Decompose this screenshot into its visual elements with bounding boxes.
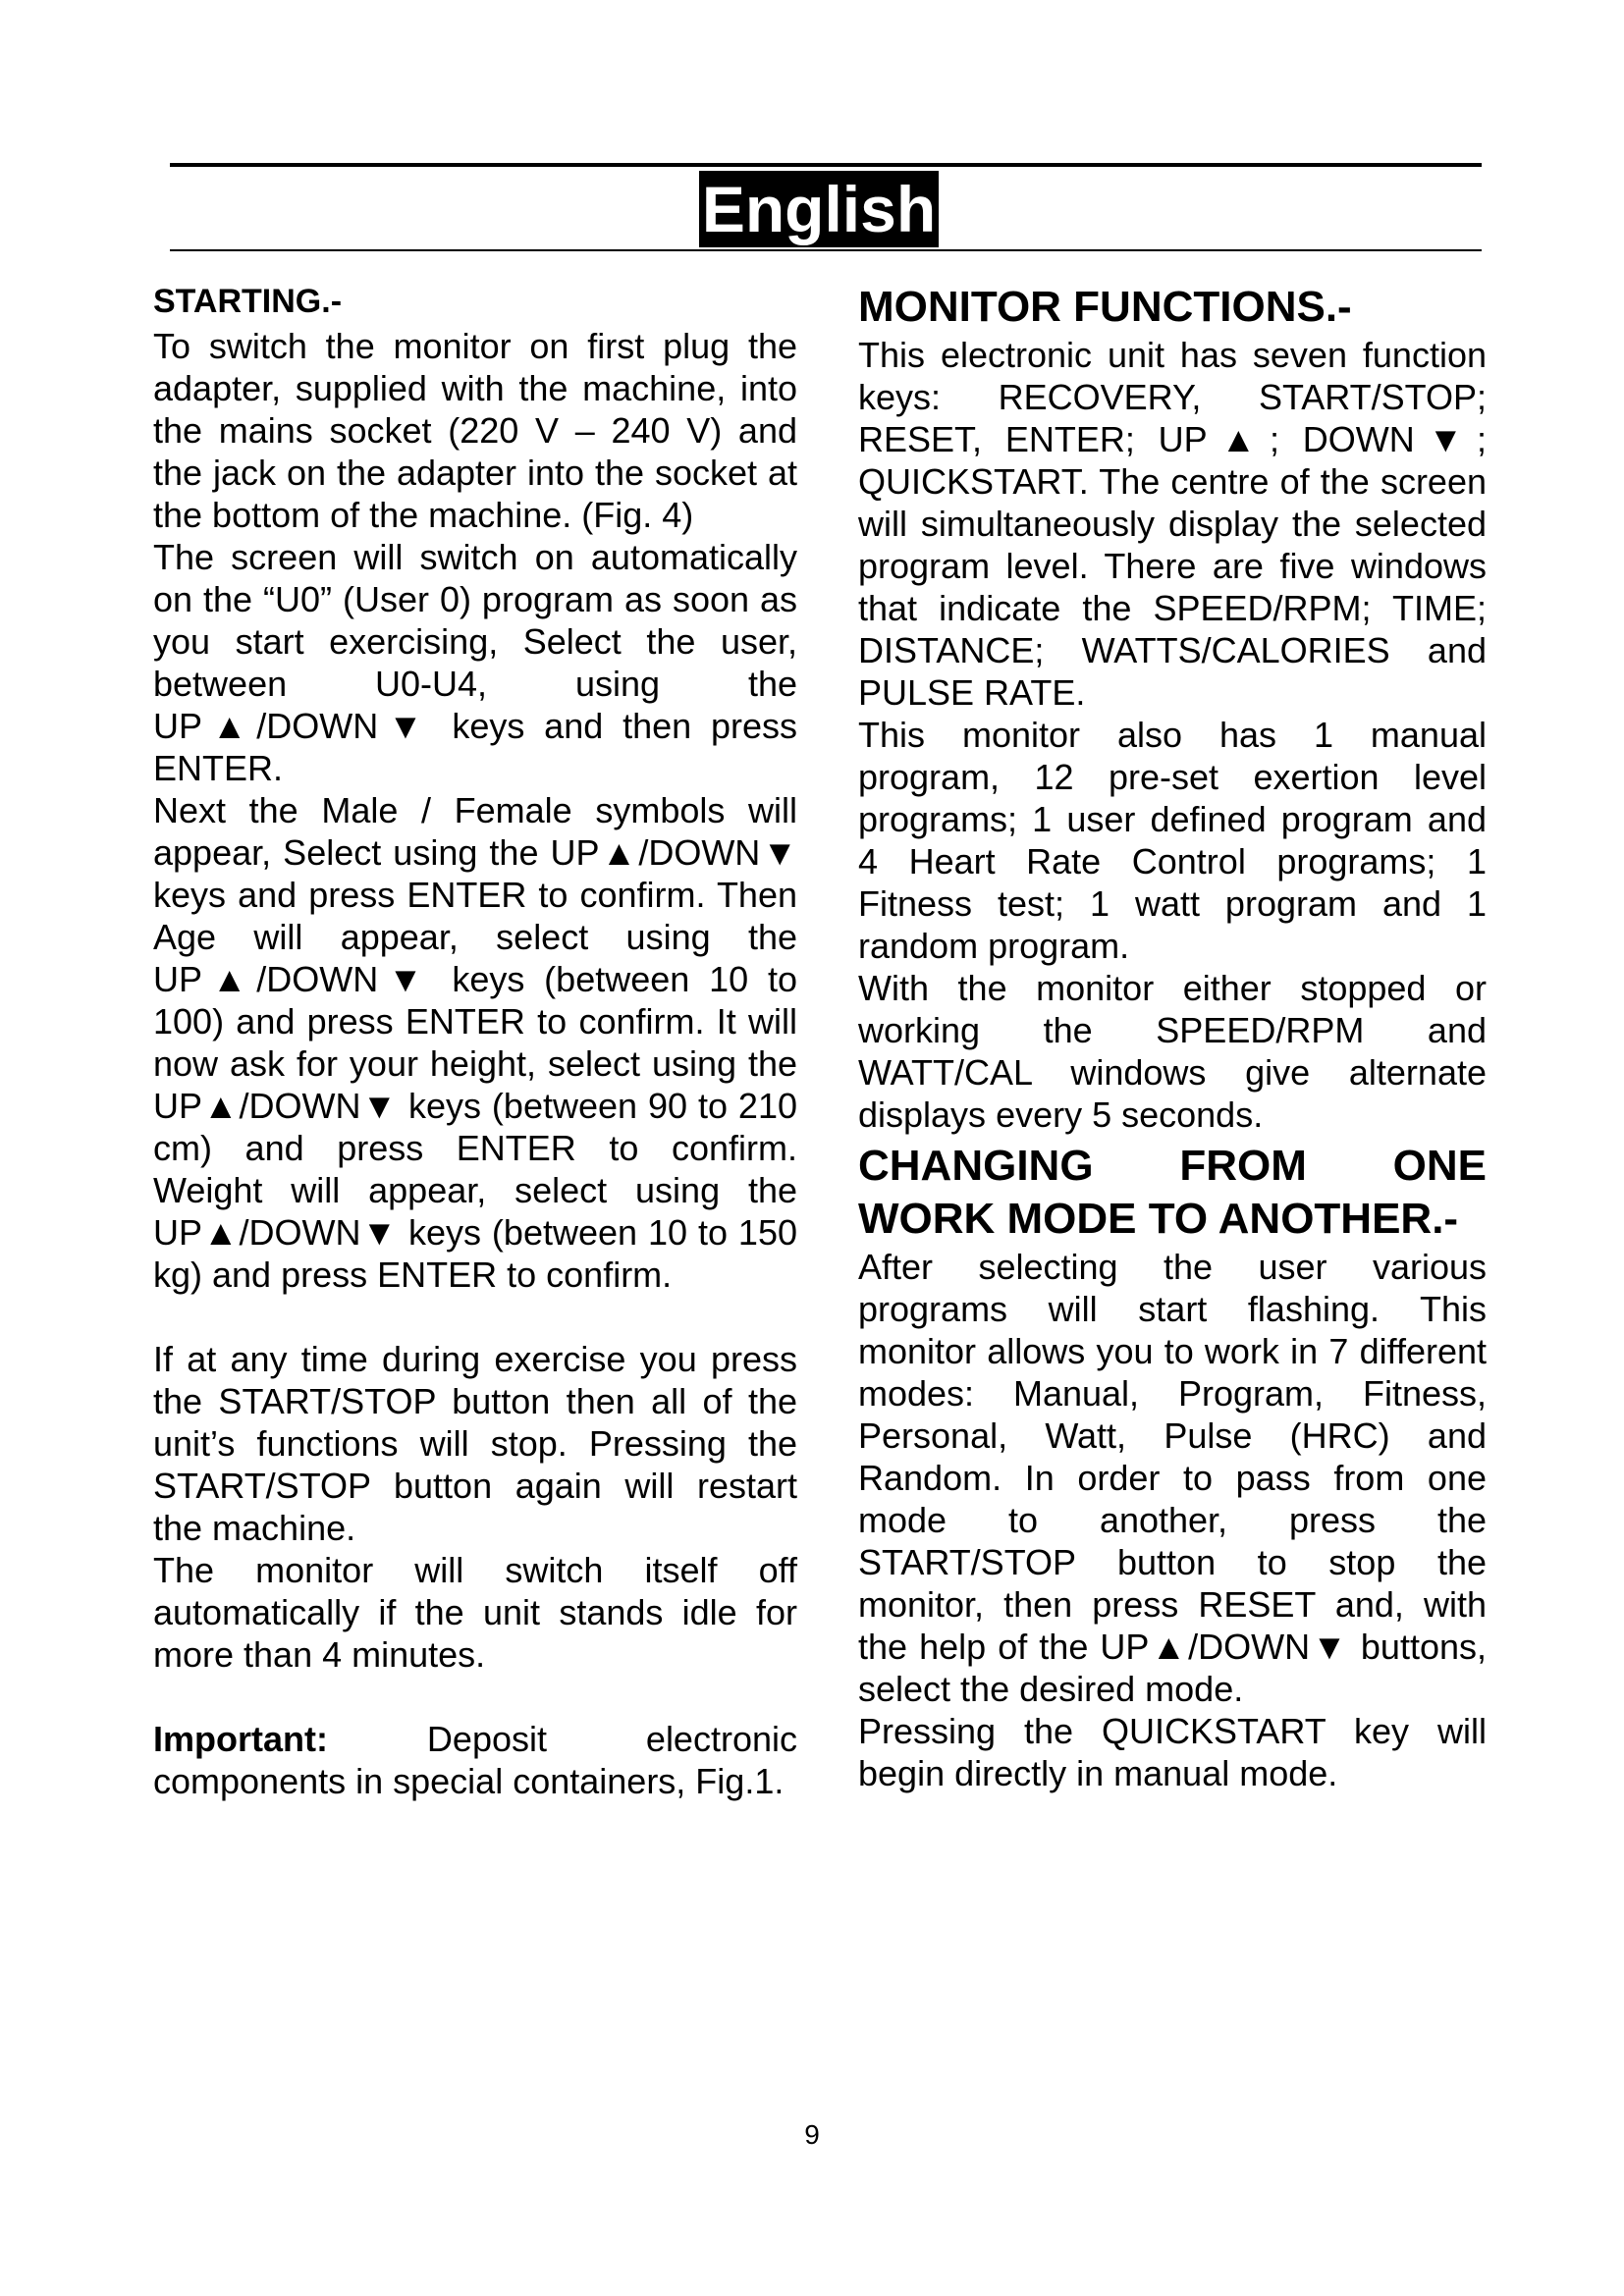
changing-paragraph-2: Pressing the QUICKSTART key will begin directly in manual mode.: [858, 1711, 1487, 1793]
changing-heading-line-2: WORK MODE TO ANOTHER.-: [858, 1195, 1459, 1243]
header-top-rule: [170, 163, 1482, 167]
starting-paragraph-2: The screen will switch on automatically on the “U0” (User 0) program as soon as you start exercising, Select the user, between U0-U4, using the UP▲/DOWN▼ keys and then press ENTER.: [153, 537, 797, 788]
starting-paragraph-3: Next the Male / Female symbols will appear, Select using the UP▲/DOWN▼ keys and press ENTER to confirm. Then Age will appear, select using the UP▲/DOWN▼ keys (between 10 to 100) and press ENTER to confirm. It will now ask for your height, select using the UP▲/DOWN▼ keys (between 90 to 210 cm) and press ENTER to confirm. Weight will appear, select using the UP▲/DOWN▼ keys (between 10 to 150 kg) and press ENTER to confirm.: [153, 790, 797, 1295]
stop-paragraph-1: If at any time during exercise you press the START/STOP button then all of the unit’s functions will stop. Pressing the START/STOP button again will restart the machine.: [153, 1339, 797, 1548]
monitor-paragraph-1: This electronic unit has seven function keys: RECOVERY, START/STOP; RESET, ENTER; UP▲; DOWN▼; QUICKSTART. The centre of the screen will simultaneously display the selected program level. There are five windows that indicate the SPEED/RPM; TIME; DISTANCE; WATTS/CALORIES and PULSE RATE.: [858, 335, 1487, 713]
monitor-paragraph-2: This monitor also has 1 manual program, 12 pre-set exertion level programs; 1 user defined program and 4 Heart Rate Control programs; 1 Fitness test; 1 watt program and 1 random program.: [858, 715, 1487, 966]
monitor-paragraph-3: With the monitor either stopped or working the SPEED/RPM and WATT/CAL windows give alternate displays every 5 seconds.: [858, 968, 1487, 1135]
changing-mode-heading: [858, 1140, 1487, 1246]
changing-heading-line-1: [858, 1140, 1487, 1193]
important-note: [153, 1718, 797, 1802]
starting-heading: STARTING.-: [153, 283, 343, 320]
language-badge: English: [699, 171, 939, 247]
important-text: Deposit electronic components in special containers, Fig.1.: [153, 1719, 797, 1801]
important-label: Important:: [153, 1719, 328, 1759]
stop-paragraph-2: The monitor will switch itself off automatically if the unit stands idle for more than 4 minutes.: [153, 1550, 797, 1675]
changing-heading-line-1-text: CHANGING FROM ONE: [858, 1142, 1487, 1190]
right-column: [858, 281, 1487, 1794]
page-number: 9: [804, 2119, 820, 2150]
starting-paragraph-1: To switch the monitor on first plug the adapter, supplied with the machine, into the mains socket (220 V – 240 V) and the jack on the adapter into the socket at the bottom of the machine. (Fig. 4): [153, 326, 797, 535]
changing-paragraph-1: After selecting the user various programs will start flashing. This monitor allows you to work in 7 different modes: Manual, Program, Fitness, Personal, Watt, Pulse (HRC) and Random. In order to pass from one mode to another, press the START/STOP button to stop the monitor, then press RESET and, with the help of the UP▲/DOWN▼ buttons, select the desired mode.: [858, 1247, 1487, 1709]
left-column: [153, 281, 797, 1802]
header-bottom-rule: [170, 249, 1482, 251]
monitor-functions-heading: MONITOR FUNCTIONS.-: [858, 283, 1352, 331]
